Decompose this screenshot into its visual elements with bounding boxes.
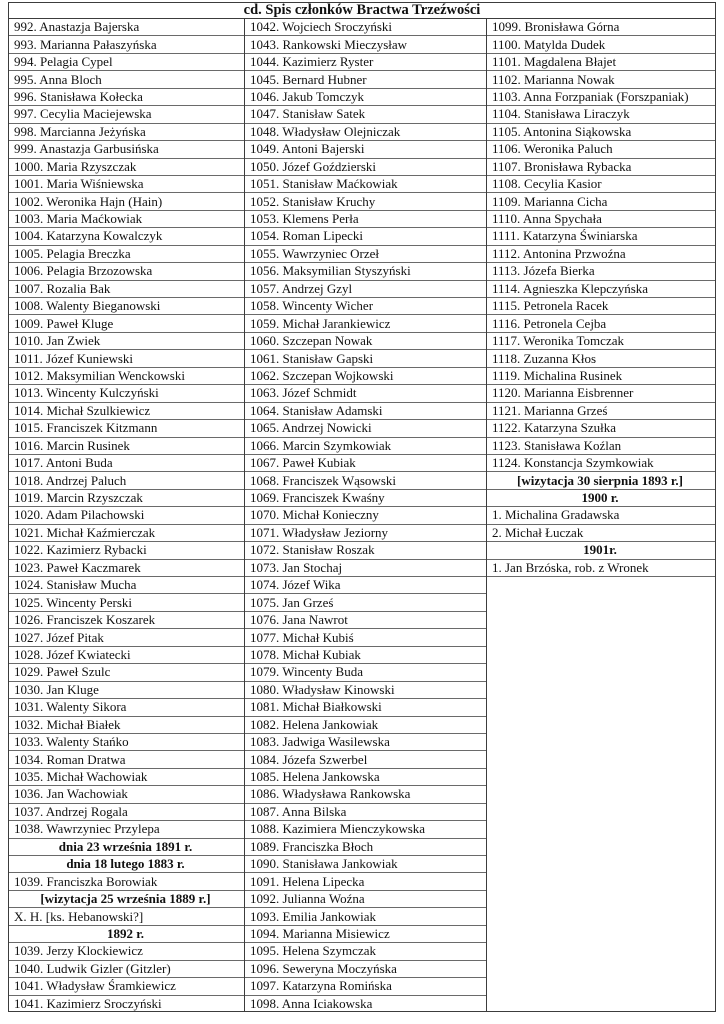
members-table [8, 2, 716, 1012]
member-row: 1098. Anna Iciakowska [250, 996, 373, 1012]
member-row: 1. Michalina Gradawska [487, 507, 715, 524]
member-row: 1091. Helena Lipecka [245, 873, 486, 890]
member-row: 1013. Wincenty Kulczyński [9, 385, 244, 402]
member-row: 2. Michał Łuczak [487, 525, 715, 542]
member-row: 1079. Wincenty Buda [245, 664, 486, 681]
section-heading-row: 1901r. [487, 542, 715, 559]
member-row: 1078. Michał Kubiak [245, 647, 486, 664]
member-row: 1114. Agnieszka Klepczyńska [487, 281, 715, 298]
member-row: 1082. Helena Jankowiak [245, 717, 486, 734]
member-row: 1084. Józefa Szwerbel [245, 751, 486, 768]
table-columns [9, 19, 715, 1011]
section-heading-row: 1892 r. [9, 926, 244, 943]
member-row: 1030. Jan Kluge [9, 682, 244, 699]
member-row: 1094. Marianna Misiewicz [245, 926, 486, 943]
member-row: 1038. Wawrzyniec Przylepa [9, 821, 244, 838]
member-row: 1121. Marianna Grześ [487, 403, 715, 420]
member-row: 1070. Michał Konieczny [245, 507, 486, 524]
member-row: 1003. Maria Maćkowiak [9, 211, 244, 228]
member-row: 1074. Józef Wika [245, 577, 486, 594]
member-row: 1086. Władysława Rankowska [245, 786, 486, 803]
member-row: 1109. Marianna Cicha [487, 193, 715, 210]
member-row: 1075. Jan Grześ [245, 594, 486, 611]
member-row: 1010. Jan Zwiek [9, 333, 244, 350]
section-heading-row: 1900 r. [487, 490, 715, 507]
member-row: 1011. Józef Kuniewski [9, 350, 244, 367]
member-row: 1037. Andrzej Rogala [9, 804, 244, 821]
member-row: 1062. Szczepan Wojkowski [245, 368, 486, 385]
member-row: 1022. Kazimierz Rybacki [9, 542, 244, 559]
member-row: 1049. Antoni Bajerski [245, 141, 486, 158]
member-row: 1096. Seweryna Moczyńska [245, 961, 486, 978]
member-row: 1046. Jakub Tomczyk [245, 89, 486, 106]
member-row: 1073. Jan Stochaj [245, 560, 486, 577]
member-row: 1059. Michał Jarankiewicz [245, 315, 486, 332]
member-row: 1088. Kazimiera Mienczykowska [245, 821, 486, 838]
member-row: 1100. Matylda Dudek [487, 36, 715, 53]
member-row: 1103. Anna Forzpaniak (Forszpaniak) [487, 89, 715, 106]
member-row: 1014. Michał Szulkiewicz [9, 403, 244, 420]
member-row: 1111. Katarzyna Świniarska [487, 228, 715, 245]
member-row: 1060. Szczepan Nowak [245, 333, 486, 350]
member-row: 999. Anastazja Garbusińska [9, 141, 244, 158]
member-row: 1066. Marcin Szymkowiak [245, 438, 486, 455]
member-row: 1085. Helena Jankowska [245, 769, 486, 786]
member-row: 1067. Paweł Kubiak [245, 455, 486, 472]
member-row: 1054. Roman Lipecki [245, 228, 486, 245]
member-row: 1012. Maksymilian Wenckowski [9, 368, 244, 385]
member-row: 1116. Petronela Cejba [487, 315, 715, 332]
member-row: 1108. Cecylia Kasior [487, 176, 715, 193]
member-row: 1124. Konstancja Szymkowiak [487, 455, 715, 472]
member-row: 1052. Stanisław Kruchy [245, 193, 486, 210]
member-row: 1058. Wincenty Wicher [245, 298, 486, 315]
member-row: 1068. Franciszek Wąsowski [245, 472, 486, 489]
member-row: 1035. Michał Wachowiak [9, 769, 244, 786]
member-row: 1032. Michał Białek [9, 717, 244, 734]
member-row: 1020. Adam Pilachowski [9, 507, 244, 524]
member-row: 1036. Jan Wachowiak [9, 786, 244, 803]
member-row: 1023. Paweł Kaczmarek [9, 560, 244, 577]
member-row: 1112. Antonina Przwoźna [487, 246, 715, 263]
member-row: 1064. Stanisław Adamski [245, 403, 486, 420]
member-row: 1069. Franciszek Kwaśny [245, 490, 486, 507]
member-row: 1026. Franciszek Koszarek [9, 612, 244, 629]
member-row: 1102. Marianna Nowak [487, 71, 715, 88]
table-column-2 [244, 19, 486, 1011]
member-row: 1089. Franciszka Błoch [245, 839, 486, 856]
member-row: 1028. Józef Kwiatecki [9, 647, 244, 664]
member-row: X. H. [ks. Hebanowski?] [9, 908, 244, 925]
member-row: 1101. Magdalena Błajet [487, 54, 715, 71]
member-row: 1071. Władysław Jeziorny [245, 525, 486, 542]
member-row: 1048. Władysław Olejniczak [245, 124, 486, 141]
member-row: 1021. Michał Kaźmierczak [9, 525, 244, 542]
member-row: 993. Marianna Pałaszyńska [9, 36, 244, 53]
member-row: 1092. Julianna Woźna [245, 891, 486, 908]
member-row: 1031. Walenty Sikora [9, 699, 244, 716]
member-row: 1027. Józef Pitak [9, 629, 244, 646]
member-row: 1087. Anna Bilska [245, 804, 486, 821]
member-row: 1039. Franciszka Borowiak [9, 873, 244, 890]
member-row: 1055. Wawrzyniec Orzeł [245, 246, 486, 263]
section-heading-row: [wizytacja 30 sierpnia 1893 r.] [487, 472, 715, 489]
member-row: 1042. Wojciech Sroczyński [245, 19, 486, 36]
member-row: 1057. Andrzej Gzyl [245, 281, 486, 298]
member-row: 996. Stanisława Kołecka [9, 89, 244, 106]
member-row: 1120. Marianna Eisbrenner [487, 385, 715, 402]
section-heading-row: [wizytacja 25 września 1889 r.] [9, 891, 244, 908]
member-row: 1045. Bernard Hubner [245, 71, 486, 88]
member-row: 1034. Roman Dratwa [9, 751, 244, 768]
member-row: 1063. Józef Schmidt [245, 385, 486, 402]
member-row: 1080. Władysław Kinowski [245, 682, 486, 699]
member-row: 1107. Bronisława Rybacka [487, 159, 715, 176]
member-row: 1097. Katarzyna Romińska [245, 978, 486, 995]
member-row: 1081. Michał Białkowski [245, 699, 486, 716]
member-row: 1002. Weronika Hajn (Hain) [9, 193, 244, 210]
member-row: 1041. Kazimierz Sroczyński [14, 996, 162, 1012]
member-row: 1009. Paweł Kluge [9, 315, 244, 332]
member-row: 1008. Walenty Bieganowski [9, 298, 244, 315]
member-row: 1104. Stanisława Liraczyk [487, 106, 715, 123]
member-row: 1123. Stanisława Koźlan [487, 438, 715, 455]
member-row: 1056. Maksymilian Styszyński [245, 263, 486, 280]
member-row: 1000. Maria Rzyszczak [9, 159, 244, 176]
member-row: 1118. Zuzanna Kłos [487, 350, 715, 367]
member-row: 1119. Michalina Rusinek [487, 368, 715, 385]
member-row: 1065. Andrzej Nowicki [245, 420, 486, 437]
member-row: 1029. Paweł Szulc [9, 664, 244, 681]
member-row: 992. Anastazja Bajerska [9, 19, 244, 36]
member-row: 1077. Michał Kubiś [245, 629, 486, 646]
member-row: 1117. Weronika Tomczak [487, 333, 715, 350]
member-row: 997. Cecylia Maciejewska [9, 106, 244, 123]
member-row: 1095. Helena Szymczak [245, 943, 486, 960]
member-row: 1004. Katarzyna Kowalczyk [9, 228, 244, 245]
member-row: 1110. Anna Spychała [487, 211, 715, 228]
member-row: 1043. Rankowski Mieczysław [245, 36, 486, 53]
member-row: 1122. Katarzyna Szułka [487, 420, 715, 437]
member-row: 1076. Jana Nawrot [245, 612, 486, 629]
member-row: 1017. Antoni Buda [9, 455, 244, 472]
member-row: 1050. Józef Goździerski [245, 159, 486, 176]
member-row: 998. Marcianna Jeżyńska [9, 124, 244, 141]
member-row: 1039. Jerzy Klockiewicz [9, 943, 244, 960]
member-row: 1099. Bronisława Górna [487, 19, 715, 36]
member-row: 1072. Stanisław Roszak [245, 542, 486, 559]
member-row: 1015. Franciszek Kitzmann [9, 420, 244, 437]
member-row: 1041. Władysław Śramkiewicz [9, 978, 244, 995]
empty-cell [487, 577, 715, 1011]
member-row: 1005. Pelagia Breczka [9, 246, 244, 263]
member-row: 1007. Rozalia Bak [9, 281, 244, 298]
member-row: 1025. Wincenty Perski [9, 594, 244, 611]
table-title: cd. Spis członków Bractwa Trzeźwości [9, 3, 715, 19]
member-row: 1. Jan Brzóska, rob. z Wronek [487, 560, 715, 577]
section-heading-row: dnia 18 lutego 1883 r. [9, 856, 244, 873]
member-row: 995. Anna Bloch [9, 71, 244, 88]
member-row: 1090. Stanisława Jankowiak [245, 856, 486, 873]
member-row: 1006. Pelagia Brzozowska [9, 263, 244, 280]
member-row: 1061. Stanisław Gapski [245, 350, 486, 367]
member-row: 994. Pelagia Cypel [9, 54, 244, 71]
member-row: 1047. Stanisław Satek [245, 106, 486, 123]
member-row: 1083. Jadwiga Wasilewska [245, 734, 486, 751]
member-row: 1044. Kazimierz Ryster [245, 54, 486, 71]
member-row: 1093. Emilia Jankowiak [245, 908, 486, 925]
table-column-1 [9, 19, 244, 1011]
member-row: 1019. Marcin Rzyszczak [9, 490, 244, 507]
member-row: 1001. Maria Wiśniewska [9, 176, 244, 193]
table-column-3 [486, 19, 715, 1011]
member-row: 1024. Stanisław Mucha [9, 577, 244, 594]
member-row: 1040. Ludwik Gizler (Gitzler) [9, 961, 244, 978]
member-row: 1033. Walenty Stańko [9, 734, 244, 751]
member-row: 1105. Antonina Siąkowska [487, 124, 715, 141]
member-row: 1018. Andrzej Paluch [9, 472, 244, 489]
member-row: 1106. Weronika Paluch [487, 141, 715, 158]
member-row: 1051. Stanisław Maćkowiak [245, 176, 486, 193]
member-row: 1115. Petronela Racek [487, 298, 715, 315]
member-row: 1016. Marcin Rusinek [9, 438, 244, 455]
member-row: 1113. Józefa Bierka [487, 263, 715, 280]
section-heading-row: dnia 23 września 1891 r. [9, 839, 244, 856]
member-row: 1053. Klemens Perła [245, 211, 486, 228]
